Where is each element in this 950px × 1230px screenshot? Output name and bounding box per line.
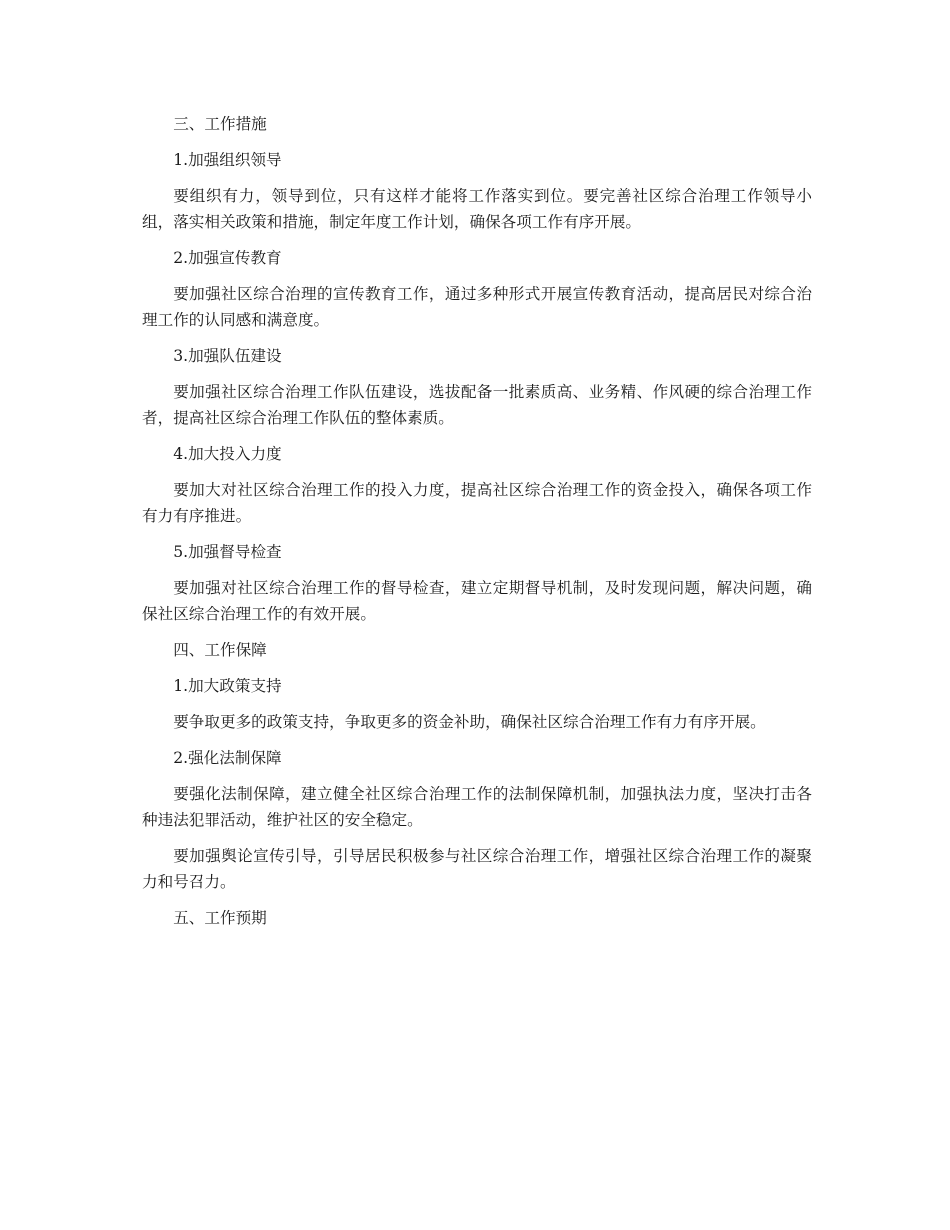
item-4-2-text-extra: 要加强舆论宣传引导，引导居民积极参与社区综合治理工作，增强社区综合治理工作的凝聚力和号召力。: [142, 847, 812, 891]
item-3-2-text: 要加强社区综合治理的宣传教育工作，通过多种形式开展宣传教育活动，提高居民对综合治理工作的认同感和满意度。: [142, 285, 812, 329]
item-3-1-text: 要组织有力，领导到位，只有这样才能将工作落实到位。要完善社区综合治理工作领导小组，落实相关政策和措施，制定年度工作计划，确保各项工作有序开展。: [142, 187, 812, 231]
item-3-4-text: 要加大对社区综合治理工作的投入力度，提高社区综合治理工作的资金投入，确保各项工作有力有序推进。: [142, 481, 812, 525]
item-4-2-heading: 2.强化法制保障: [173, 749, 282, 767]
section-5-heading: 五、工作预期: [173, 909, 267, 927]
item-3-1-heading: 1.加强组织领导: [173, 151, 282, 169]
document-body: [142, 111, 812, 941]
item-4-1-heading: 1.加大政策支持: [173, 677, 282, 695]
item-4-1-text: 要争取更多的政策支持，争取更多的资金补助，确保社区综合治理工作有力有序开展。: [173, 713, 766, 731]
item-3-5-heading: 5.加强督导检查: [173, 543, 282, 561]
item-3-3-heading: 3.加强队伍建设: [173, 347, 282, 365]
section-3-heading: 三、工作措施: [173, 115, 267, 133]
section-4-heading: 四、工作保障: [173, 641, 267, 659]
item-4-2-text: 要强化法制保障，建立健全社区综合治理工作的法制保障机制，加强执法力度，坚决打击各种违法犯罪活动，维护社区的安全稳定。: [142, 785, 812, 829]
item-3-3-text: 要加强社区综合治理工作队伍建设，选拔配备一批素质高、业务精、作风硬的综合治理工作者，提高社区综合治理工作队伍的整体素质。: [142, 383, 812, 427]
item-3-2-heading: 2.加强宣传教育: [173, 249, 282, 267]
item-3-4-heading: 4.加大投入力度: [173, 445, 282, 463]
item-3-5-text: 要加强对社区综合治理工作的督导检查，建立定期督导机制，及时发现问题，解决问题，确保社区综合治理工作的有效开展。: [142, 579, 812, 623]
